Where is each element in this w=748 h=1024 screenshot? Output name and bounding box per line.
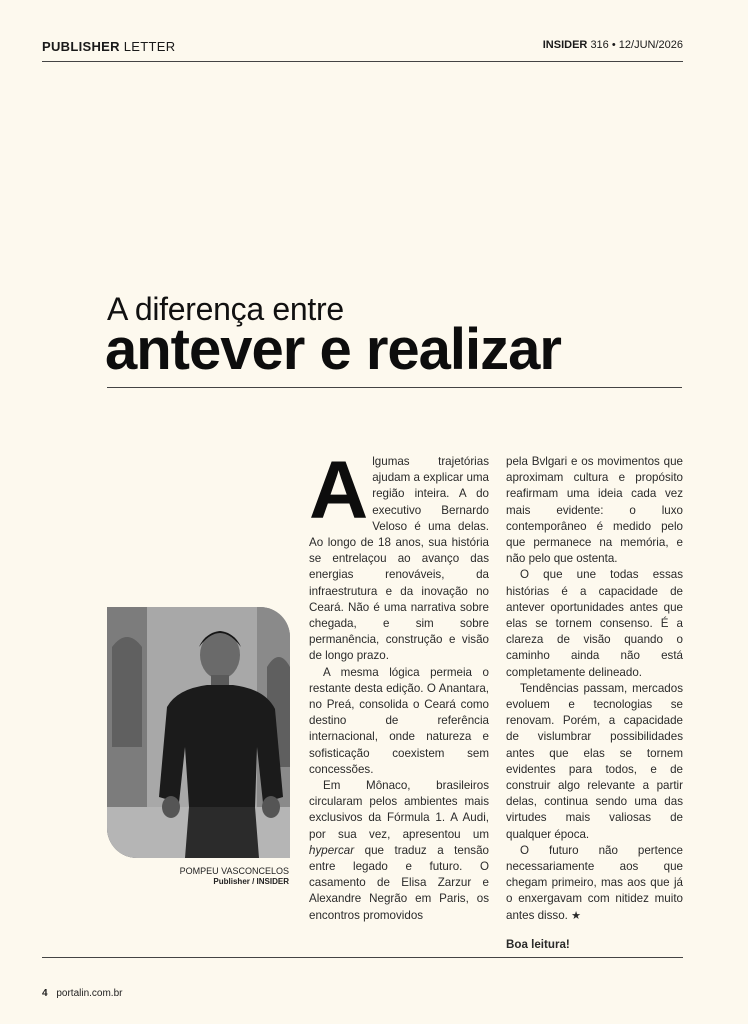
paragraph: A mesma lógica permeia o restante desta edição. O Anantara, no Preá, consolida o Ceará como destino de referência internacional, onde natureza e sofisticação coexistem sem concessões. — [309, 665, 489, 776]
caption-role: Publisher / INSIDER — [213, 877, 289, 886]
section-label — [42, 39, 175, 54]
headline-line-2: antever e realizar — [105, 317, 561, 382]
paragraph: O que une todas essas histórias é a capacidade de antever oportunidades antes que elas se tornem consenso. É a clareza de visão quando o caminho ainda não está completamente delineado. — [506, 568, 683, 679]
end-mark-icon: ★ — [571, 909, 581, 922]
caption-name: POMPEU VASCONCELOS — [179, 866, 289, 876]
article-column-1 — [309, 445, 489, 924]
headline-divider — [107, 387, 682, 388]
italic-term: hypercar — [309, 843, 355, 857]
paragraph: Tendências passam, mercados evoluem e tecnologias se renovam. Porém, a capacidade de vislumbrar possibilidades antes que elas se tornem evidentes para todos, e de construir algo relevante a partir delas, continua sendo uma das virtudes mais valiosas de qualquer época. — [506, 681, 683, 841]
issue-number: 316 — [590, 39, 609, 51]
paragraph-text: Em Mônaco, brasileiros circularam pelos ambientes mais exclusivos da Fórmula 1. A Audi, por sua vez, apresentou um — [309, 779, 489, 841]
page-number: 4 — [42, 988, 48, 999]
paragraph-text: O futuro não pertence necessariamente aos que chegam primeiro, mas aos que já o enxergavam com nitidez muito antes disso. — [506, 843, 683, 922]
issue-date: 12/JUN/2026 — [618, 39, 683, 51]
section-label-rest: LETTER — [123, 39, 176, 54]
closing-line: Boa leitura! — [506, 937, 570, 951]
publisher-photo-illustration — [107, 607, 290, 858]
drop-cap: A — [309, 445, 369, 536]
issue-separator: • — [611, 39, 616, 51]
paragraph — [506, 843, 683, 924]
site-url: portalin.com.br — [56, 988, 123, 999]
paragraph — [309, 778, 489, 924]
issue-info — [543, 39, 683, 51]
article-column-2 — [506, 454, 683, 953]
section-label-bold: PUBLISHER — [42, 39, 120, 54]
photo-caption — [107, 866, 289, 886]
headline-line-1: A diferença entre — [107, 291, 344, 327]
magazine-name: INSIDER — [542, 39, 588, 51]
publisher-photo — [107, 607, 290, 858]
paragraph: pela Bvlgari e os movimentos que aproximam cultura e propósito reafirmam uma ideia cada vez mais evidente: o luxo contemporâneo é medido pelo que permanece na memória, e não pelo que ostenta. — [506, 455, 683, 566]
page-footer — [42, 988, 122, 999]
paragraph: lgumas trajetórias ajudam a explicar uma região inteira. A do executivo Bernardo Veloso é uma delas. Ao longo de 18 anos, sua história se entrelaçou ao avanço das energias renováveis, da infraestrutura e da inovação no Ceará. Não é uma narrativa sobre chegada, e sim sobre permanência, construção e visão de longo prazo. — [309, 455, 489, 663]
footer-divider — [42, 957, 683, 958]
header-divider — [42, 61, 683, 62]
paragraph-text: que traduz a tensão entre legado e futuro. O casamento de Elisa Zarzur e Alexandre Negrão em Paris, os encontros promovidos — [309, 843, 489, 922]
